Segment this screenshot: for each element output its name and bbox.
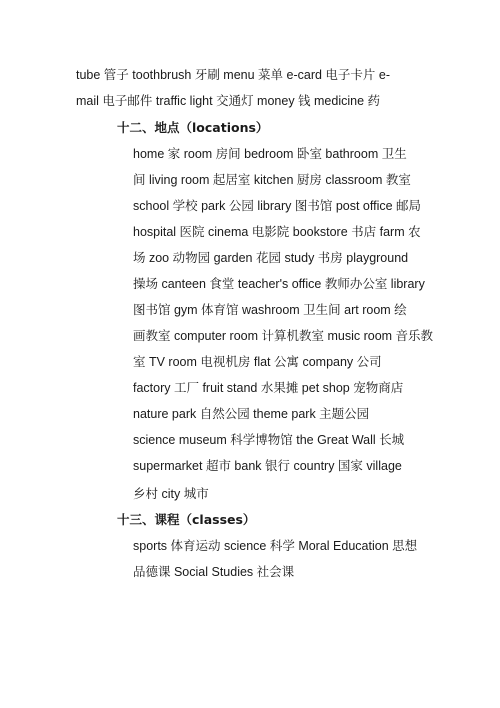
vocab-line: school 学校 park 公园 library 图书馆 post office 邮局 <box>133 199 422 213</box>
vocab-line: tube 管子 toothbrush 牙刷 menu 菜单 e-card 电子卡片 e- <box>76 68 390 82</box>
vocab-line: nature park 自然公园 theme park 主题公园 <box>133 407 370 421</box>
vocab-line: science museum 科学博物馆 the Great Wall 长城 <box>133 433 405 447</box>
vocab-line: 室 TV room 电视机房 flat 公寓 company 公司 <box>133 355 382 369</box>
vocab-line: 品德课 Social Studies 社会课 <box>133 565 295 579</box>
vocab-line: sports 体育运动 science 科学 Moral Education 思想 <box>133 539 418 553</box>
vocab-line: 操场 canteen 食堂 teacher's office 教师办公室 library <box>133 277 425 291</box>
section-heading-locations: 十二、地点（locations） <box>117 120 269 135</box>
section-heading-classes: 十三、课程（classes） <box>117 512 256 527</box>
vocab-line: 乡村 city 城市 <box>133 487 209 501</box>
vocab-line: mail 电子邮件 traffic light 交通灯 money 钱 medicine 药 <box>76 94 381 108</box>
vocab-line: 场 zoo 动物园 garden 花园 study 书房 playground <box>133 251 409 265</box>
vocab-line: factory 工厂 fruit stand 水果摊 pet shop 宠物商店 <box>133 381 404 395</box>
vocab-line: 画教室 computer room 计算机教室 music room 音乐教 <box>133 329 434 343</box>
vocab-line: home 家 room 房间 bedroom 卧室 bathroom 卫生 <box>133 147 407 161</box>
vocab-line: 间 living room 起居室 kitchen 厨房 classroom 教室 <box>133 173 411 187</box>
vocab-line: 图书馆 gym 体育馆 washroom 卫生间 art room 绘 <box>133 303 407 317</box>
vocab-line: supermarket 超市 bank 银行 country 国家 village <box>133 459 402 473</box>
vocab-line: hospital 医院 cinema 电影院 bookstore 书店 farm 农 <box>133 225 421 239</box>
